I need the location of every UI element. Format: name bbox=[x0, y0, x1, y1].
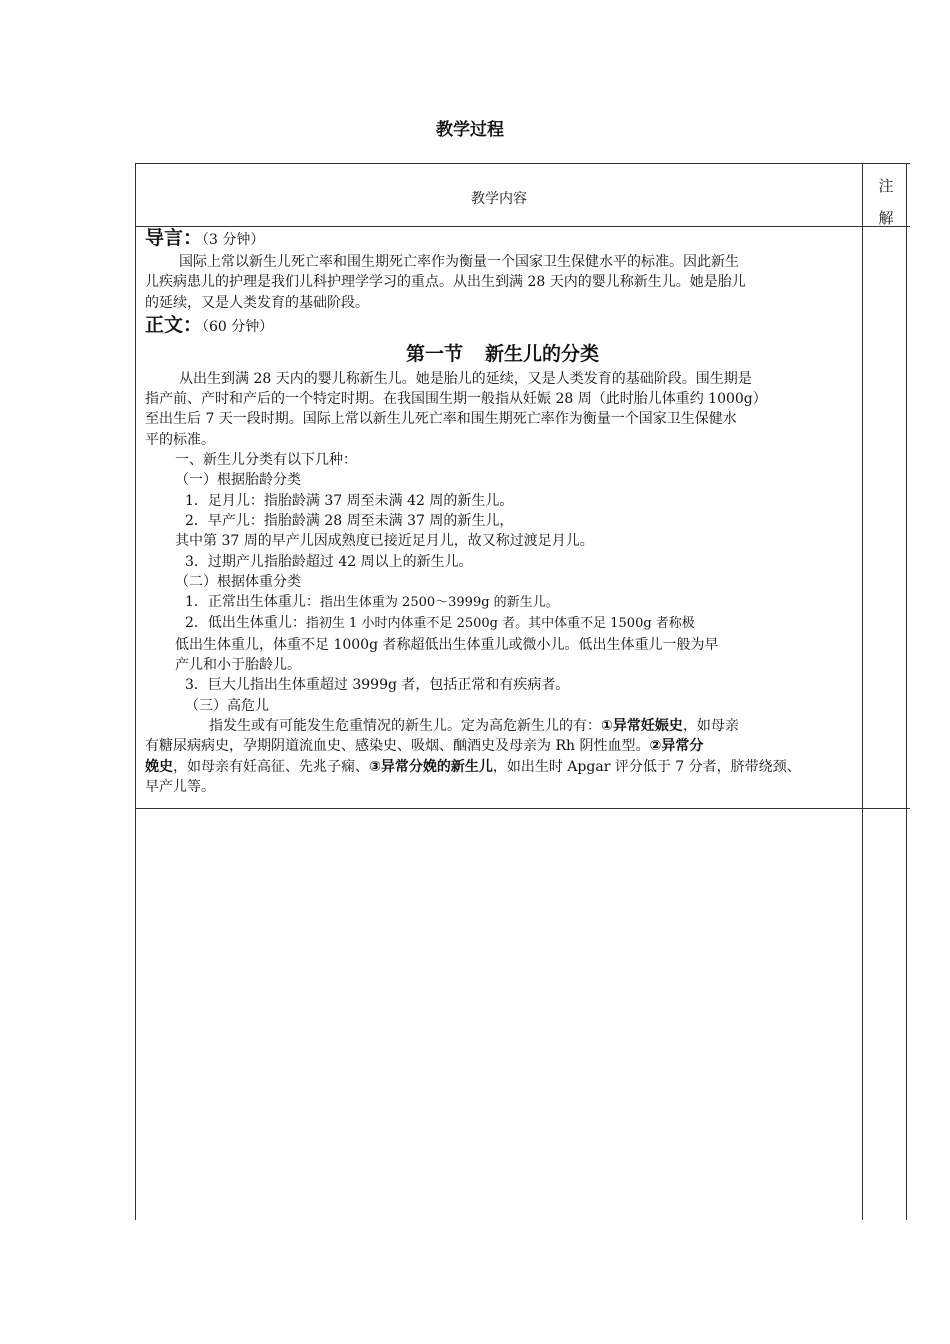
section-title bbox=[145, 339, 860, 369]
note-header-char: 注 bbox=[878, 177, 894, 195]
weight-item-continuation: 产儿和小于胎龄儿。 bbox=[175, 657, 301, 674]
high-risk-emphasis: ③异常分娩的新生儿 bbox=[369, 758, 493, 775]
high-risk-text: ，如出生时 Apgar 评分低于 7 分者，脐带绕颈、 bbox=[492, 758, 801, 775]
high-risk-text: 有糖尿病病史，孕期阴道流血史、感染史、吸烟、酗酒史及母亲为 Rh 阴性血型。 bbox=[145, 738, 650, 755]
age-item: 2．早产儿：指胎龄满 28 周至未满 37 周的新生儿， bbox=[185, 512, 514, 529]
high-risk-emphasis: 娩史 bbox=[145, 758, 173, 775]
teaching-content bbox=[145, 226, 860, 797]
age-item: 3．过期产儿指胎龄超过 42 周以上的新生儿。 bbox=[185, 553, 473, 570]
weight-item: 3．巨大儿指出生体重超过 3999g 者，包括正常和有疾病者。 bbox=[185, 677, 570, 694]
intro-line: 国际上常以新生儿死亡率和围生期死亡率作为衡量一个国家卫生保健水平的标准。因此新生 bbox=[179, 254, 739, 270]
content-column-header: 教学内容 bbox=[471, 191, 527, 207]
high-risk-emphasis: ②异常分 bbox=[649, 738, 704, 755]
high-risk-heading: （三）高危儿 bbox=[185, 697, 269, 714]
section-name: 新生儿的分类 bbox=[485, 342, 600, 365]
body-heading bbox=[145, 313, 860, 339]
paragraph-line: 平的标准。 bbox=[145, 431, 215, 448]
table-row-divider bbox=[135, 808, 910, 809]
age-heading: （一）根据胎龄分类 bbox=[175, 472, 301, 489]
table-left-border bbox=[135, 163, 136, 1220]
weight-item-text: 指初生 1 小时内体重不足 2500g 者。其中体重不足 1500g 者称极 bbox=[305, 616, 695, 632]
note-header-char: 解 bbox=[878, 209, 894, 227]
weight-item bbox=[145, 613, 860, 634]
page-title: 教学过程 bbox=[436, 120, 504, 140]
high-risk-line bbox=[145, 716, 860, 736]
high-risk-line bbox=[145, 757, 860, 777]
note-column-header bbox=[864, 170, 908, 234]
paragraph-line: 指产前、产时和产后的一个特定时期。在我国围生期一般指从妊娠 28 周（此时胎儿体重约 1000g） bbox=[145, 391, 767, 408]
high-risk-text: ，如母亲有妊高征、先兆子痫、 bbox=[173, 758, 369, 775]
body-label: 正文： bbox=[145, 313, 203, 336]
paragraph-line: 至出生后 7 天一段时期。国际上常以新生儿死亡率和围生期死亡率作为衡量一个国家卫生保健水 bbox=[145, 411, 737, 428]
classification-intro: 一、新生儿分类有以下几种： bbox=[175, 452, 357, 469]
intro-label: 导言： bbox=[145, 227, 203, 249]
table-column-divider bbox=[862, 163, 863, 1220]
weight-item bbox=[145, 592, 860, 613]
weight-item-text: 指出生体重为 2500～3999g 的新生儿。 bbox=[319, 595, 559, 611]
intro-line: 的延续，又是人类发育的基础阶段。 bbox=[145, 294, 369, 311]
section-number: 第一节 bbox=[405, 342, 463, 365]
weight-item-continuation: 低出生体重儿，体重不足 1000g 者称超低出生体重儿或微小儿。低出生体重儿一般为早 bbox=[175, 636, 719, 653]
paragraph-line: 从出生到满 28 天内的婴儿称新生儿。她是胎儿的延续，又是人类发育的基础阶段。围生期是 bbox=[179, 370, 752, 387]
body-time: （60 分钟） bbox=[202, 318, 274, 335]
high-risk-line: 早产儿等。 bbox=[145, 778, 215, 795]
weight-heading: （二）根据体重分类 bbox=[175, 573, 301, 590]
weight-item-label: 1．正常出生体重儿： bbox=[185, 594, 320, 611]
high-risk-text: 指发生或有可能发生危重情况的新生儿。定为高危新生儿的有： bbox=[209, 717, 601, 734]
age-item-continuation: 其中第 37 周的早产儿因成熟度已接近足月儿，故又称过渡足月儿。 bbox=[175, 533, 594, 550]
table-right-border bbox=[906, 163, 907, 1220]
intro-heading bbox=[145, 226, 860, 252]
age-item: 1．足月儿：指胎龄满 37 周至未满 42 周的新生儿。 bbox=[185, 492, 514, 509]
weight-item-label: 2．低出生体重儿： bbox=[185, 615, 306, 632]
intro-line: 儿疾病患儿的护理是我们儿科护理学学习的重点。从出生到满 28 天内的婴儿称新生儿。她是胎儿 bbox=[145, 274, 746, 291]
high-risk-line bbox=[145, 736, 860, 756]
high-risk-emphasis: ①异常妊娠史 bbox=[601, 717, 683, 734]
table-top-border bbox=[135, 163, 910, 164]
high-risk-text: ，如母亲 bbox=[682, 717, 739, 734]
intro-time: （3 分钟） bbox=[202, 232, 265, 248]
